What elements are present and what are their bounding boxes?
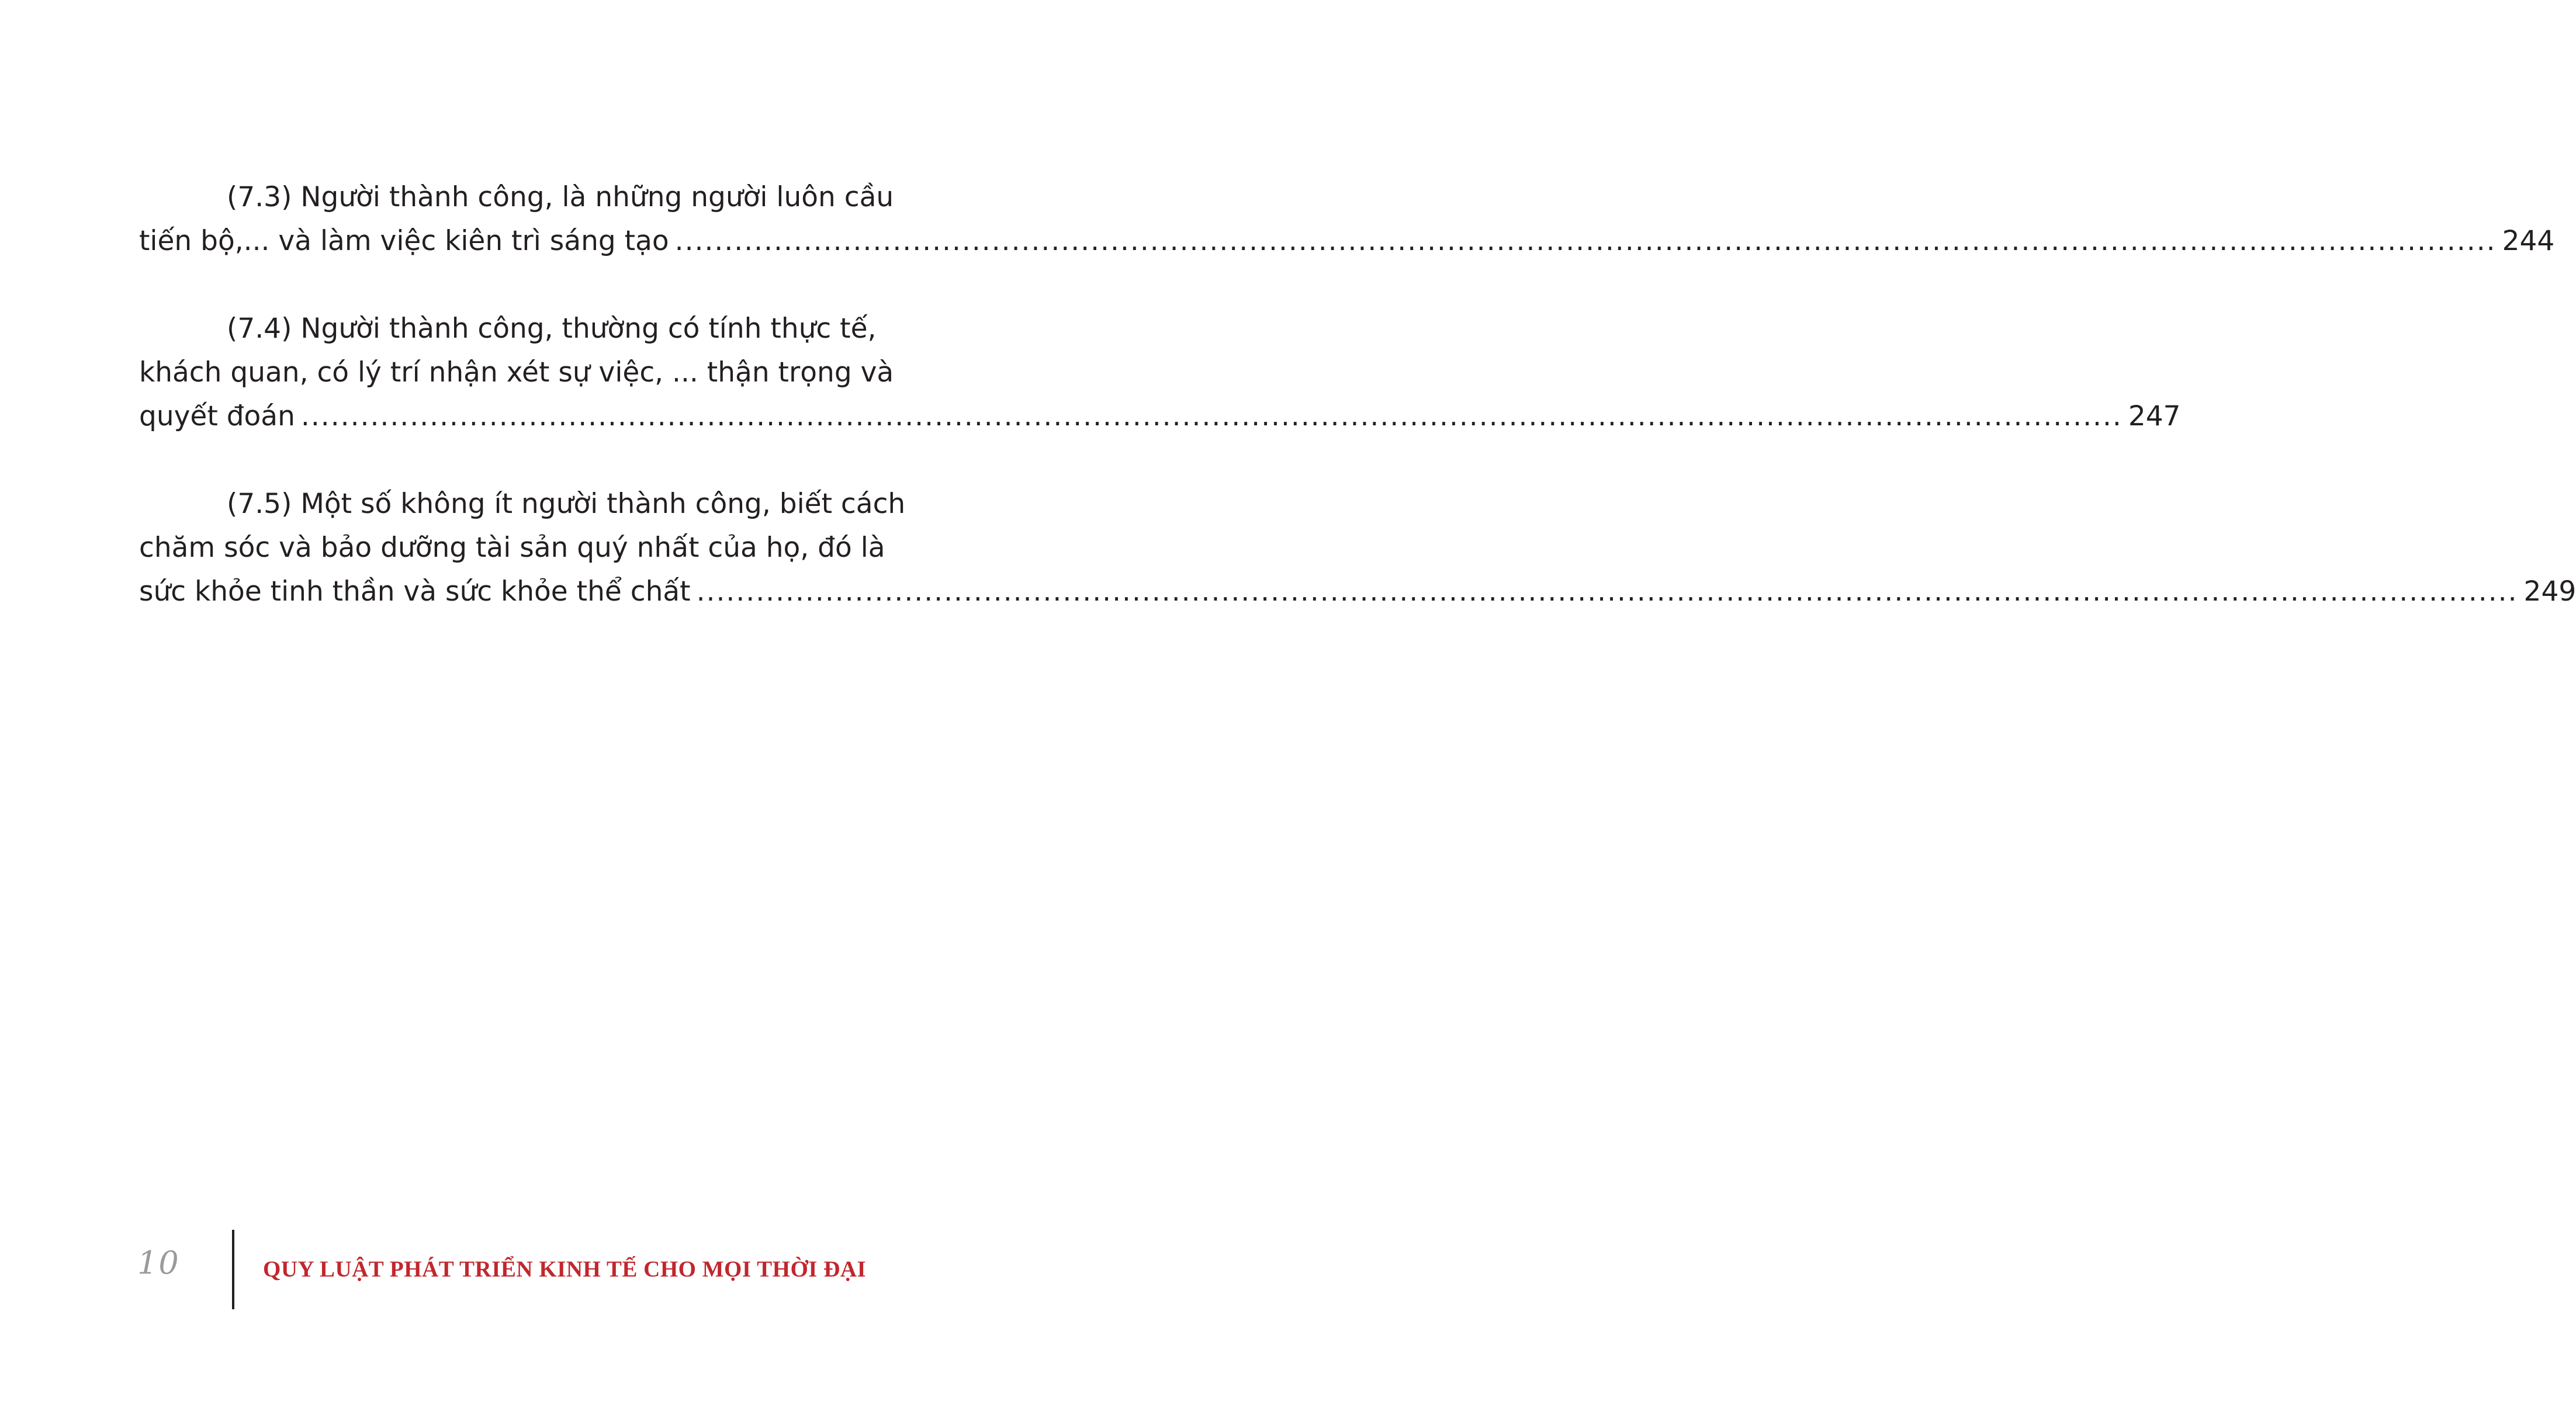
footer-divider	[232, 1230, 234, 1309]
toc-entry-title-end: quyết đoán	[139, 400, 295, 432]
toc-entry-title: (7.4) Người thành công, thường có tính thực tế,	[227, 313, 877, 345]
toc-entry-title-end: sức khỏe tinh thần và sức khỏe thể chất	[139, 575, 691, 608]
toc-entry-line	[139, 351, 894, 394]
toc-entry-line	[139, 482, 906, 526]
dot-leader: ........................................................................................................................................................................................	[674, 225, 2497, 257]
toc-entry-line	[139, 219, 2555, 263]
table-of-contents	[139, 175, 2576, 657]
page-number: 10	[137, 1244, 180, 1281]
toc-page-number: 247	[2128, 400, 2181, 432]
toc-page-number: 249	[2523, 575, 2576, 608]
dot-leader: ........................................................................................................................................................................................	[300, 400, 2123, 432]
toc-entry-line	[139, 175, 894, 219]
toc-entry-title: chăm sóc và bảo dưỡng tài sản quý nhất của họ, đó là	[139, 532, 885, 564]
toc-entry[interactable]	[139, 307, 2181, 438]
running-title: QUY LUẬT PHÁT TRIỂN KINH TẾ CHO MỌI THỜI ĐẠI	[263, 1257, 867, 1282]
toc-entry-line	[139, 307, 877, 351]
toc-page-number: 244	[2502, 225, 2555, 257]
toc-entry-line	[139, 394, 2181, 438]
page-footer	[0, 1227, 1001, 1309]
toc-entry-title: (7.5) Một số không ít người thành công, biết cách	[227, 488, 906, 520]
toc-entry-line	[139, 526, 885, 570]
toc-entry[interactable]	[139, 482, 2576, 613]
toc-entry-title: khách quan, có lý trí nhận xét sự việc, ... thận trọng và	[139, 356, 894, 389]
toc-entry-line	[139, 570, 2576, 613]
dot-leader: ........................................................................................................................................................................................	[696, 575, 2518, 608]
toc-entry-title-end: tiến bộ,... và làm việc kiên trì sáng tạo	[139, 225, 669, 257]
toc-entry[interactable]	[139, 175, 2555, 263]
toc-entry-title: (7.3) Người thành công, là những người luôn cầu	[227, 181, 894, 213]
